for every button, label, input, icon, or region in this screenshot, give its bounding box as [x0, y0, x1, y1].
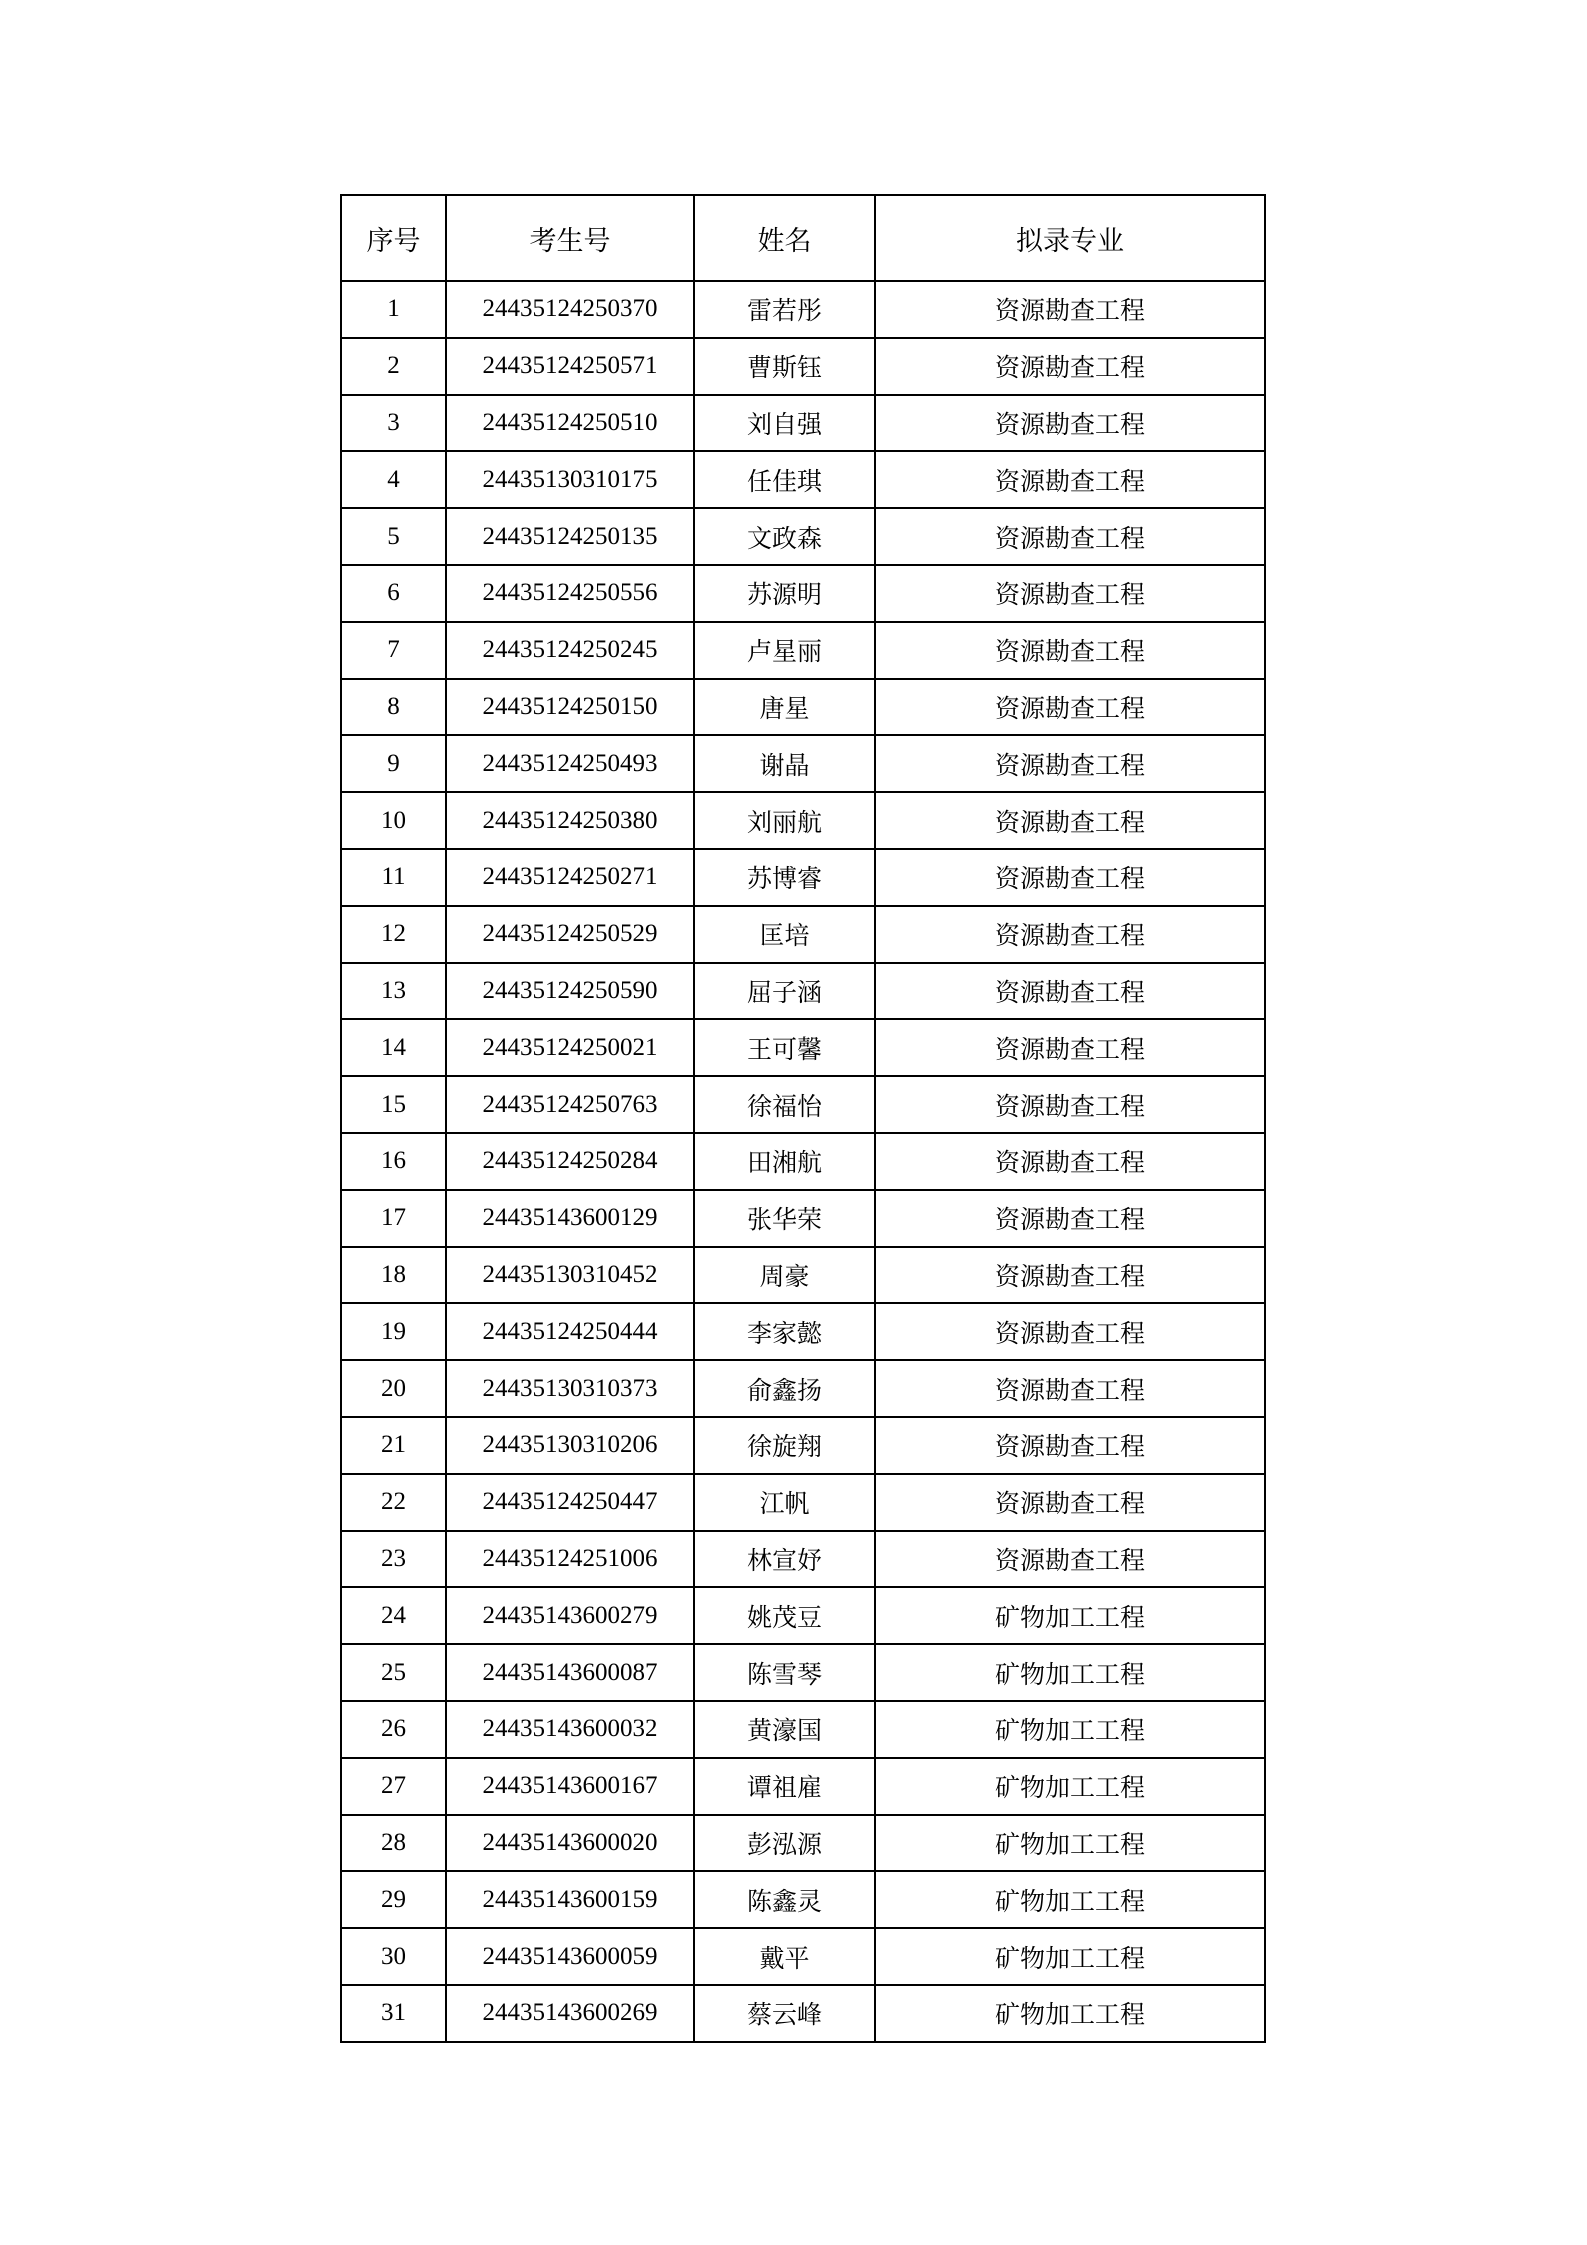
cell-candidate-id: 24435124250135: [446, 508, 694, 565]
cell-major: 资源勘查工程: [875, 1190, 1265, 1247]
cell-major: 资源勘查工程: [875, 1019, 1265, 1076]
table-row: [341, 735, 1265, 792]
cell-seq: 10: [341, 792, 446, 849]
cell-seq: 22: [341, 1474, 446, 1531]
cell-major: 矿物加工工程: [875, 1587, 1265, 1644]
table-row: [341, 1303, 1265, 1360]
cell-candidate-id: 24435124250763: [446, 1076, 694, 1133]
table-row: [341, 508, 1265, 565]
cell-seq: 30: [341, 1928, 446, 1985]
cell-major: 资源勘查工程: [875, 679, 1265, 736]
cell-candidate-id: 24435130310373: [446, 1360, 694, 1417]
cell-seq: 11: [341, 849, 446, 906]
cell-major: 矿物加工工程: [875, 1701, 1265, 1758]
table-body: [341, 281, 1265, 2042]
cell-seq: 5: [341, 508, 446, 565]
cell-name: 屈子涵: [694, 963, 875, 1020]
table-row: [341, 1019, 1265, 1076]
cell-name: 戴平: [694, 1928, 875, 1985]
cell-seq: 24: [341, 1587, 446, 1644]
cell-candidate-id: 24435143600032: [446, 1701, 694, 1758]
cell-seq: 2: [341, 338, 446, 395]
cell-candidate-id: 24435143600087: [446, 1644, 694, 1701]
table-row: [341, 1531, 1265, 1588]
table-row: [341, 1190, 1265, 1247]
cell-name: 刘自强: [694, 395, 875, 452]
cell-candidate-id: 24435143600279: [446, 1587, 694, 1644]
table-row: [341, 1871, 1265, 1928]
cell-name: 卢星丽: [694, 622, 875, 679]
cell-name: 苏博睿: [694, 849, 875, 906]
cell-name: 蔡云峰: [694, 1985, 875, 2042]
cell-major: 资源勘查工程: [875, 1303, 1265, 1360]
cell-seq: 1: [341, 281, 446, 338]
cell-major: 资源勘查工程: [875, 1474, 1265, 1531]
cell-seq: 18: [341, 1247, 446, 1304]
cell-candidate-id: 24435124250150: [446, 679, 694, 736]
table-row: [341, 1701, 1265, 1758]
cell-name: 苏源明: [694, 565, 875, 622]
cell-major: 资源勘查工程: [875, 849, 1265, 906]
table-row: [341, 1815, 1265, 1872]
cell-name: 雷若彤: [694, 281, 875, 338]
cell-seq: 4: [341, 451, 446, 508]
table-row: [341, 1644, 1265, 1701]
cell-major: 矿物加工工程: [875, 1928, 1265, 1985]
cell-seq: 21: [341, 1417, 446, 1474]
table-row: [341, 1587, 1265, 1644]
table-row: [341, 1247, 1265, 1304]
cell-seq: 13: [341, 963, 446, 1020]
cell-major: 矿物加工工程: [875, 1985, 1265, 2042]
cell-seq: 19: [341, 1303, 446, 1360]
cell-name: 林宣妤: [694, 1531, 875, 1588]
cell-name: 徐福怡: [694, 1076, 875, 1133]
cell-candidate-id: 24435124250021: [446, 1019, 694, 1076]
cell-name: 陈鑫灵: [694, 1871, 875, 1928]
cell-name: 刘丽航: [694, 792, 875, 849]
cell-candidate-id: 24435124250284: [446, 1133, 694, 1190]
cell-candidate-id: 24435124250571: [446, 338, 694, 395]
cell-major: 资源勘查工程: [875, 1417, 1265, 1474]
table-row: [341, 1474, 1265, 1531]
cell-seq: 27: [341, 1758, 446, 1815]
cell-candidate-id: 24435124250370: [446, 281, 694, 338]
cell-seq: 7: [341, 622, 446, 679]
cell-name: 曹斯钰: [694, 338, 875, 395]
table-row: [341, 679, 1265, 736]
cell-name: 田湘航: [694, 1133, 875, 1190]
cell-candidate-id: 24435143600159: [446, 1871, 694, 1928]
cell-major: 资源勘查工程: [875, 451, 1265, 508]
cell-major: 资源勘查工程: [875, 395, 1265, 452]
cell-name: 姚茂豆: [694, 1587, 875, 1644]
cell-seq: 20: [341, 1360, 446, 1417]
cell-seq: 26: [341, 1701, 446, 1758]
header-name: 姓名: [694, 195, 875, 281]
cell-candidate-id: 24435124250590: [446, 963, 694, 1020]
cell-candidate-id: 24435124250271: [446, 849, 694, 906]
cell-candidate-id: 24435124250245: [446, 622, 694, 679]
table-row: [341, 1360, 1265, 1417]
cell-seq: 8: [341, 679, 446, 736]
cell-major: 资源勘查工程: [875, 338, 1265, 395]
cell-seq: 29: [341, 1871, 446, 1928]
cell-major: 矿物加工工程: [875, 1758, 1265, 1815]
cell-seq: 25: [341, 1644, 446, 1701]
header-candidate-id: 考生号: [446, 195, 694, 281]
cell-candidate-id: 24435130310175: [446, 451, 694, 508]
cell-seq: 28: [341, 1815, 446, 1872]
cell-seq: 15: [341, 1076, 446, 1133]
cell-name: 谭祖雇: [694, 1758, 875, 1815]
cell-major: 资源勘查工程: [875, 906, 1265, 963]
table-row: [341, 792, 1265, 849]
cell-name: 江帆: [694, 1474, 875, 1531]
header-major: 拟录专业: [875, 195, 1265, 281]
cell-candidate-id: 24435124250447: [446, 1474, 694, 1531]
table-row: [341, 395, 1265, 452]
cell-major: 资源勘查工程: [875, 281, 1265, 338]
cell-candidate-id: 24435143600269: [446, 1985, 694, 2042]
cell-candidate-id: 24435124250510: [446, 395, 694, 452]
cell-name: 徐旋翔: [694, 1417, 875, 1474]
cell-candidate-id: 24435124250380: [446, 792, 694, 849]
table-row: [341, 1985, 1265, 2042]
cell-candidate-id: 24435124250444: [446, 1303, 694, 1360]
cell-major: 资源勘查工程: [875, 1133, 1265, 1190]
admission-roster-table: [340, 194, 1266, 2043]
table-row: [341, 1133, 1265, 1190]
table-row: [341, 1758, 1265, 1815]
table-row: [341, 963, 1265, 1020]
cell-seq: 14: [341, 1019, 446, 1076]
cell-major: 资源勘查工程: [875, 1076, 1265, 1133]
cell-seq: 17: [341, 1190, 446, 1247]
cell-major: 资源勘查工程: [875, 565, 1265, 622]
cell-seq: 12: [341, 906, 446, 963]
cell-major: 资源勘查工程: [875, 1360, 1265, 1417]
cell-major: 矿物加工工程: [875, 1871, 1265, 1928]
table-header-row: [341, 195, 1265, 281]
table-row: [341, 849, 1265, 906]
table-row: [341, 565, 1265, 622]
cell-name: 任佳琪: [694, 451, 875, 508]
cell-name: 谢晶: [694, 735, 875, 792]
cell-name: 彭泓源: [694, 1815, 875, 1872]
table-row: [341, 1076, 1265, 1133]
cell-name: 俞鑫扬: [694, 1360, 875, 1417]
cell-name: 张华荣: [694, 1190, 875, 1247]
cell-name: 陈雪琴: [694, 1644, 875, 1701]
cell-candidate-id: 24435130310206: [446, 1417, 694, 1474]
cell-major: 资源勘查工程: [875, 1531, 1265, 1588]
cell-seq: 3: [341, 395, 446, 452]
table-row: [341, 281, 1265, 338]
cell-candidate-id: 24435124250529: [446, 906, 694, 963]
cell-major: 矿物加工工程: [875, 1815, 1265, 1872]
cell-name: 唐星: [694, 679, 875, 736]
table-row: [341, 1928, 1265, 1985]
cell-seq: 23: [341, 1531, 446, 1588]
table-row: [341, 622, 1265, 679]
cell-major: 资源勘查工程: [875, 963, 1265, 1020]
cell-candidate-id: 24435124250493: [446, 735, 694, 792]
table-row: [341, 1417, 1265, 1474]
cell-major: 资源勘查工程: [875, 622, 1265, 679]
table-row: [341, 451, 1265, 508]
cell-name: 李家懿: [694, 1303, 875, 1360]
cell-name: 匡培: [694, 906, 875, 963]
cell-name: 黄濠国: [694, 1701, 875, 1758]
cell-name: 王可馨: [694, 1019, 875, 1076]
cell-major: 资源勘查工程: [875, 1247, 1265, 1304]
cell-major: 资源勘查工程: [875, 792, 1265, 849]
cell-candidate-id: 24435143600129: [446, 1190, 694, 1247]
cell-candidate-id: 24435124251006: [446, 1531, 694, 1588]
cell-seq: 16: [341, 1133, 446, 1190]
table-row: [341, 906, 1265, 963]
cell-seq: 31: [341, 1985, 446, 2042]
cell-seq: 9: [341, 735, 446, 792]
cell-candidate-id: 24435130310452: [446, 1247, 694, 1304]
cell-candidate-id: 24435143600167: [446, 1758, 694, 1815]
cell-seq: 6: [341, 565, 446, 622]
cell-candidate-id: 24435143600059: [446, 1928, 694, 1985]
header-seq: 序号: [341, 195, 446, 281]
cell-name: 文政森: [694, 508, 875, 565]
cell-major: 资源勘查工程: [875, 735, 1265, 792]
cell-major: 资源勘查工程: [875, 508, 1265, 565]
cell-name: 周豪: [694, 1247, 875, 1304]
cell-candidate-id: 24435124250556: [446, 565, 694, 622]
cell-candidate-id: 24435143600020: [446, 1815, 694, 1872]
table-row: [341, 338, 1265, 395]
cell-major: 矿物加工工程: [875, 1644, 1265, 1701]
